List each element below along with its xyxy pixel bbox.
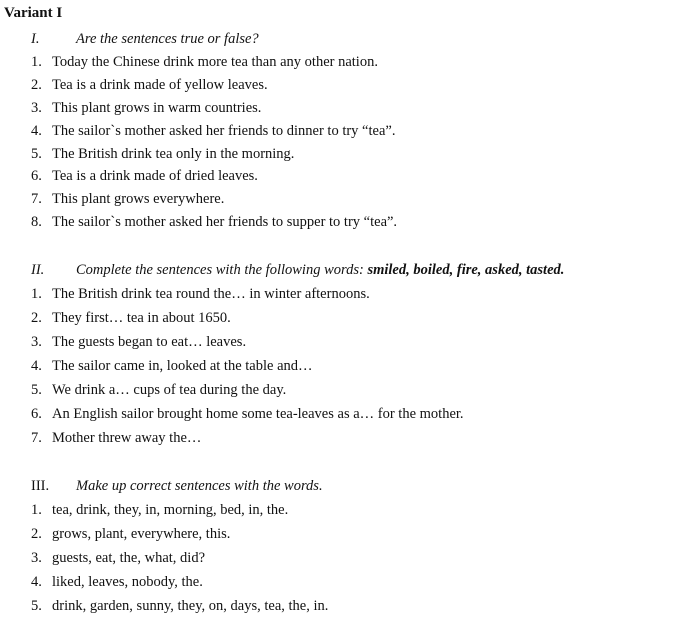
- list-item: [31, 598, 328, 615]
- item-text: We drink a… cups of tea during the day.: [52, 382, 287, 398]
- list-item: [31, 502, 288, 519]
- section-1-number: I.: [31, 31, 40, 47]
- item-text: The sailor`s mother asked her friends to dinner to try “tea”.: [52, 123, 396, 139]
- section-1-heading: [31, 31, 259, 48]
- item-number: 1.: [31, 502, 42, 518]
- section-3-instruction: Make up correct sentences with the words.: [76, 478, 323, 494]
- item-text: guests, eat, the, what, did?: [52, 550, 206, 566]
- item-number: 1.: [31, 54, 42, 70]
- list-item: [31, 191, 224, 208]
- item-text: tea, drink, they, in, morning, bed, in, the.: [52, 502, 289, 518]
- list-item: [31, 334, 246, 351]
- list-item: [31, 54, 378, 71]
- item-text: This plant grows in warm countries.: [52, 100, 262, 116]
- list-item: [31, 574, 203, 591]
- item-number: 7.: [31, 191, 42, 207]
- section-3-heading: [31, 478, 323, 495]
- list-item: [31, 430, 201, 447]
- item-number: 8.: [31, 214, 42, 230]
- item-number: 6.: [31, 168, 42, 184]
- item-number: 3.: [31, 100, 42, 116]
- list-item: [31, 286, 370, 303]
- item-number: 5.: [31, 146, 42, 162]
- section-3-number: III.: [31, 478, 50, 494]
- item-text: The British drink tea only in the morning.: [52, 146, 295, 162]
- item-text: This plant grows everywhere.: [52, 191, 225, 207]
- item-number: 2.: [31, 526, 42, 542]
- item-text: The sailor came in, looked at the table and…: [52, 358, 313, 374]
- item-text: liked, leaves, nobody, the.: [52, 574, 203, 590]
- item-number: 4.: [31, 123, 42, 139]
- section-2-instruction: Complete the sentences with the following words:: [76, 262, 368, 278]
- list-item: [31, 77, 268, 94]
- item-number: 1.: [31, 286, 42, 302]
- list-item: [31, 382, 286, 399]
- item-number: 7.: [31, 430, 42, 446]
- section-1-instruction: Are the sentences true or false?: [76, 31, 259, 47]
- item-text: Today the Chinese drink more tea than any other nation.: [52, 54, 378, 70]
- document-title: Variant I: [4, 5, 63, 21]
- item-text: Mother threw away the…: [52, 430, 202, 446]
- item-text: grows, plant, everywhere, this.: [52, 526, 231, 542]
- item-text: The guests began to eat… leaves.: [52, 334, 247, 350]
- item-number: 4.: [31, 358, 42, 374]
- item-text: The sailor`s mother asked her friends to supper to try “tea”.: [52, 214, 398, 230]
- list-item: [31, 358, 313, 375]
- item-text: Tea is a drink made of yellow leaves.: [52, 77, 268, 93]
- list-item: [31, 146, 294, 163]
- item-number: 5.: [31, 382, 42, 398]
- item-number: 3.: [31, 334, 42, 350]
- section-2-number: II.: [31, 262, 45, 278]
- list-item: [31, 550, 205, 567]
- item-number: 2.: [31, 77, 42, 93]
- item-text: An English sailor brought home some tea-leaves as a… for the mother.: [52, 406, 464, 422]
- item-number: 5.: [31, 598, 42, 614]
- item-number: 6.: [31, 406, 42, 422]
- section-2-word-bank: smiled, boiled, fire, asked, tasted.: [367, 262, 565, 278]
- item-text: drink, garden, sunny, they, on, days, tea, the, in.: [52, 598, 329, 614]
- list-item: [31, 123, 395, 140]
- list-item: [31, 168, 258, 185]
- item-number: 2.: [31, 310, 42, 326]
- item-text: The British drink tea round the… in winter afternoons.: [52, 286, 370, 302]
- item-number: 3.: [31, 550, 42, 566]
- section-2-heading: [31, 262, 564, 279]
- list-item: [31, 100, 261, 117]
- item-text: They first… tea in about 1650.: [52, 310, 231, 326]
- list-item: [31, 526, 230, 543]
- list-item: [31, 310, 231, 327]
- list-item: [31, 214, 397, 231]
- item-text: Tea is a drink made of dried leaves.: [52, 168, 258, 184]
- list-item: [31, 406, 464, 423]
- item-number: 4.: [31, 574, 42, 590]
